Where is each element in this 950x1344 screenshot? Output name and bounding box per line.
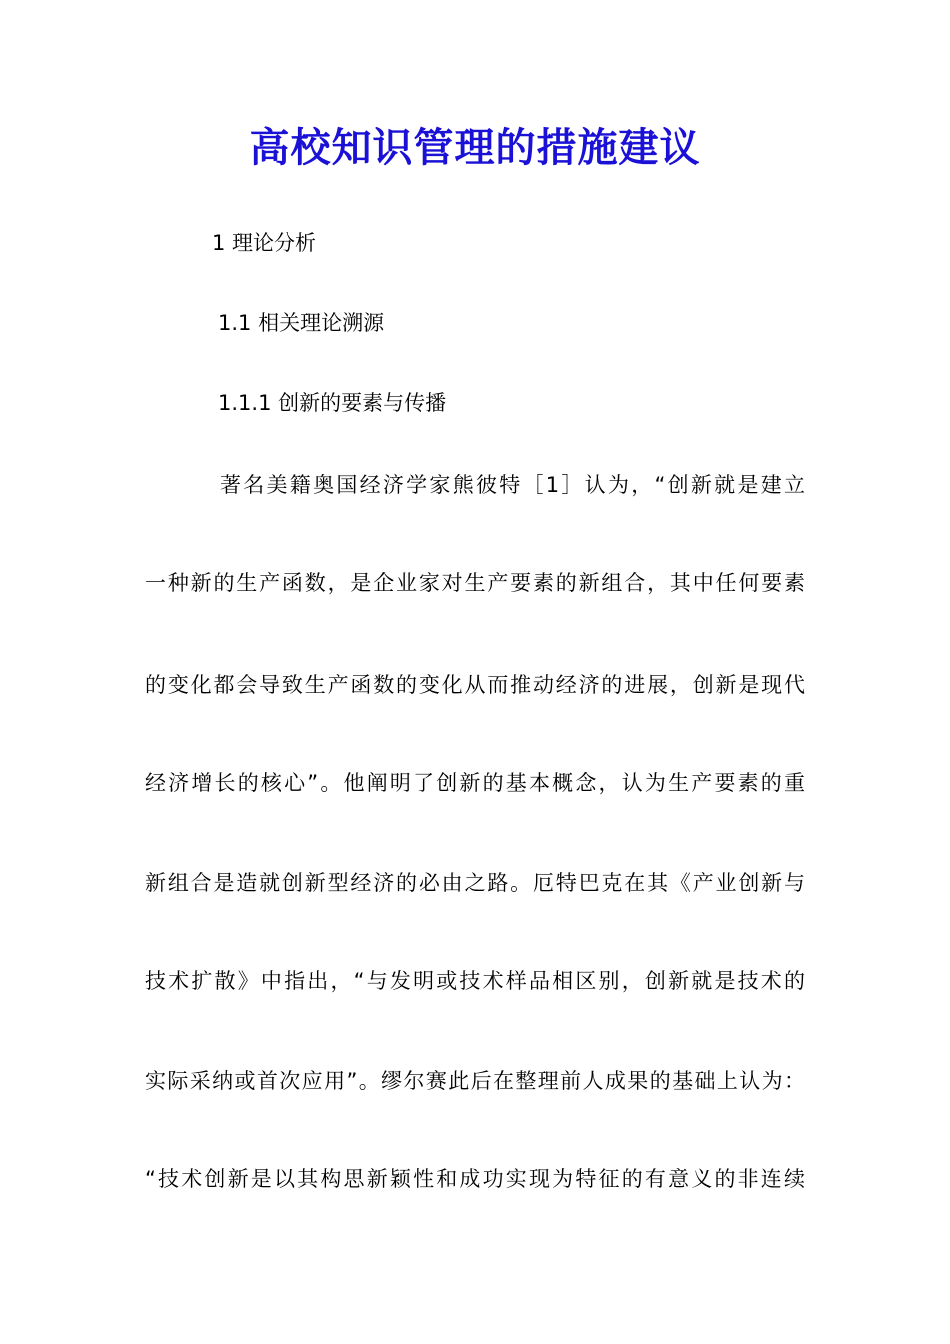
- section-heading-1-1: 1.1 相关理论溯源: [218, 311, 385, 335]
- paragraph-line: 技术扩散》中指出，“与发明或技术样品相区别，创新就是技术的: [145, 969, 805, 993]
- section-heading-1-1-1: 1.1.1 创新的要素与传播: [218, 391, 447, 415]
- section-heading-1: 1 理论分析: [212, 231, 317, 255]
- paragraph-line: 一种新的生产函数，是企业家对生产要素的新组合，其中任何要素: [145, 571, 805, 595]
- document-title: 高校知识管理的措施建议: [249, 124, 701, 171]
- paragraph-line: 著名美籍奥国经济学家熊彼特［1］认为，“创新就是建立: [220, 473, 805, 497]
- paragraph-line: “技术创新是以其构思新颖性和成功实现为特征的有意义的非连续: [145, 1167, 805, 1191]
- paragraph-line: 经济增长的核心”。他阐明了创新的基本概念，认为生产要素的重: [145, 771, 805, 795]
- paragraph-line: 新组合是造就创新型经济的必由之路。厄特巴克在其《产业创新与: [145, 871, 805, 895]
- paragraph-line: 实际采纳或首次应用”。缪尔赛此后在整理前人成果的基础上认为：: [145, 1069, 805, 1093]
- paragraph-line: 的变化都会导致生产函数的变化从而推动经济的进展，创新是现代: [145, 673, 805, 697]
